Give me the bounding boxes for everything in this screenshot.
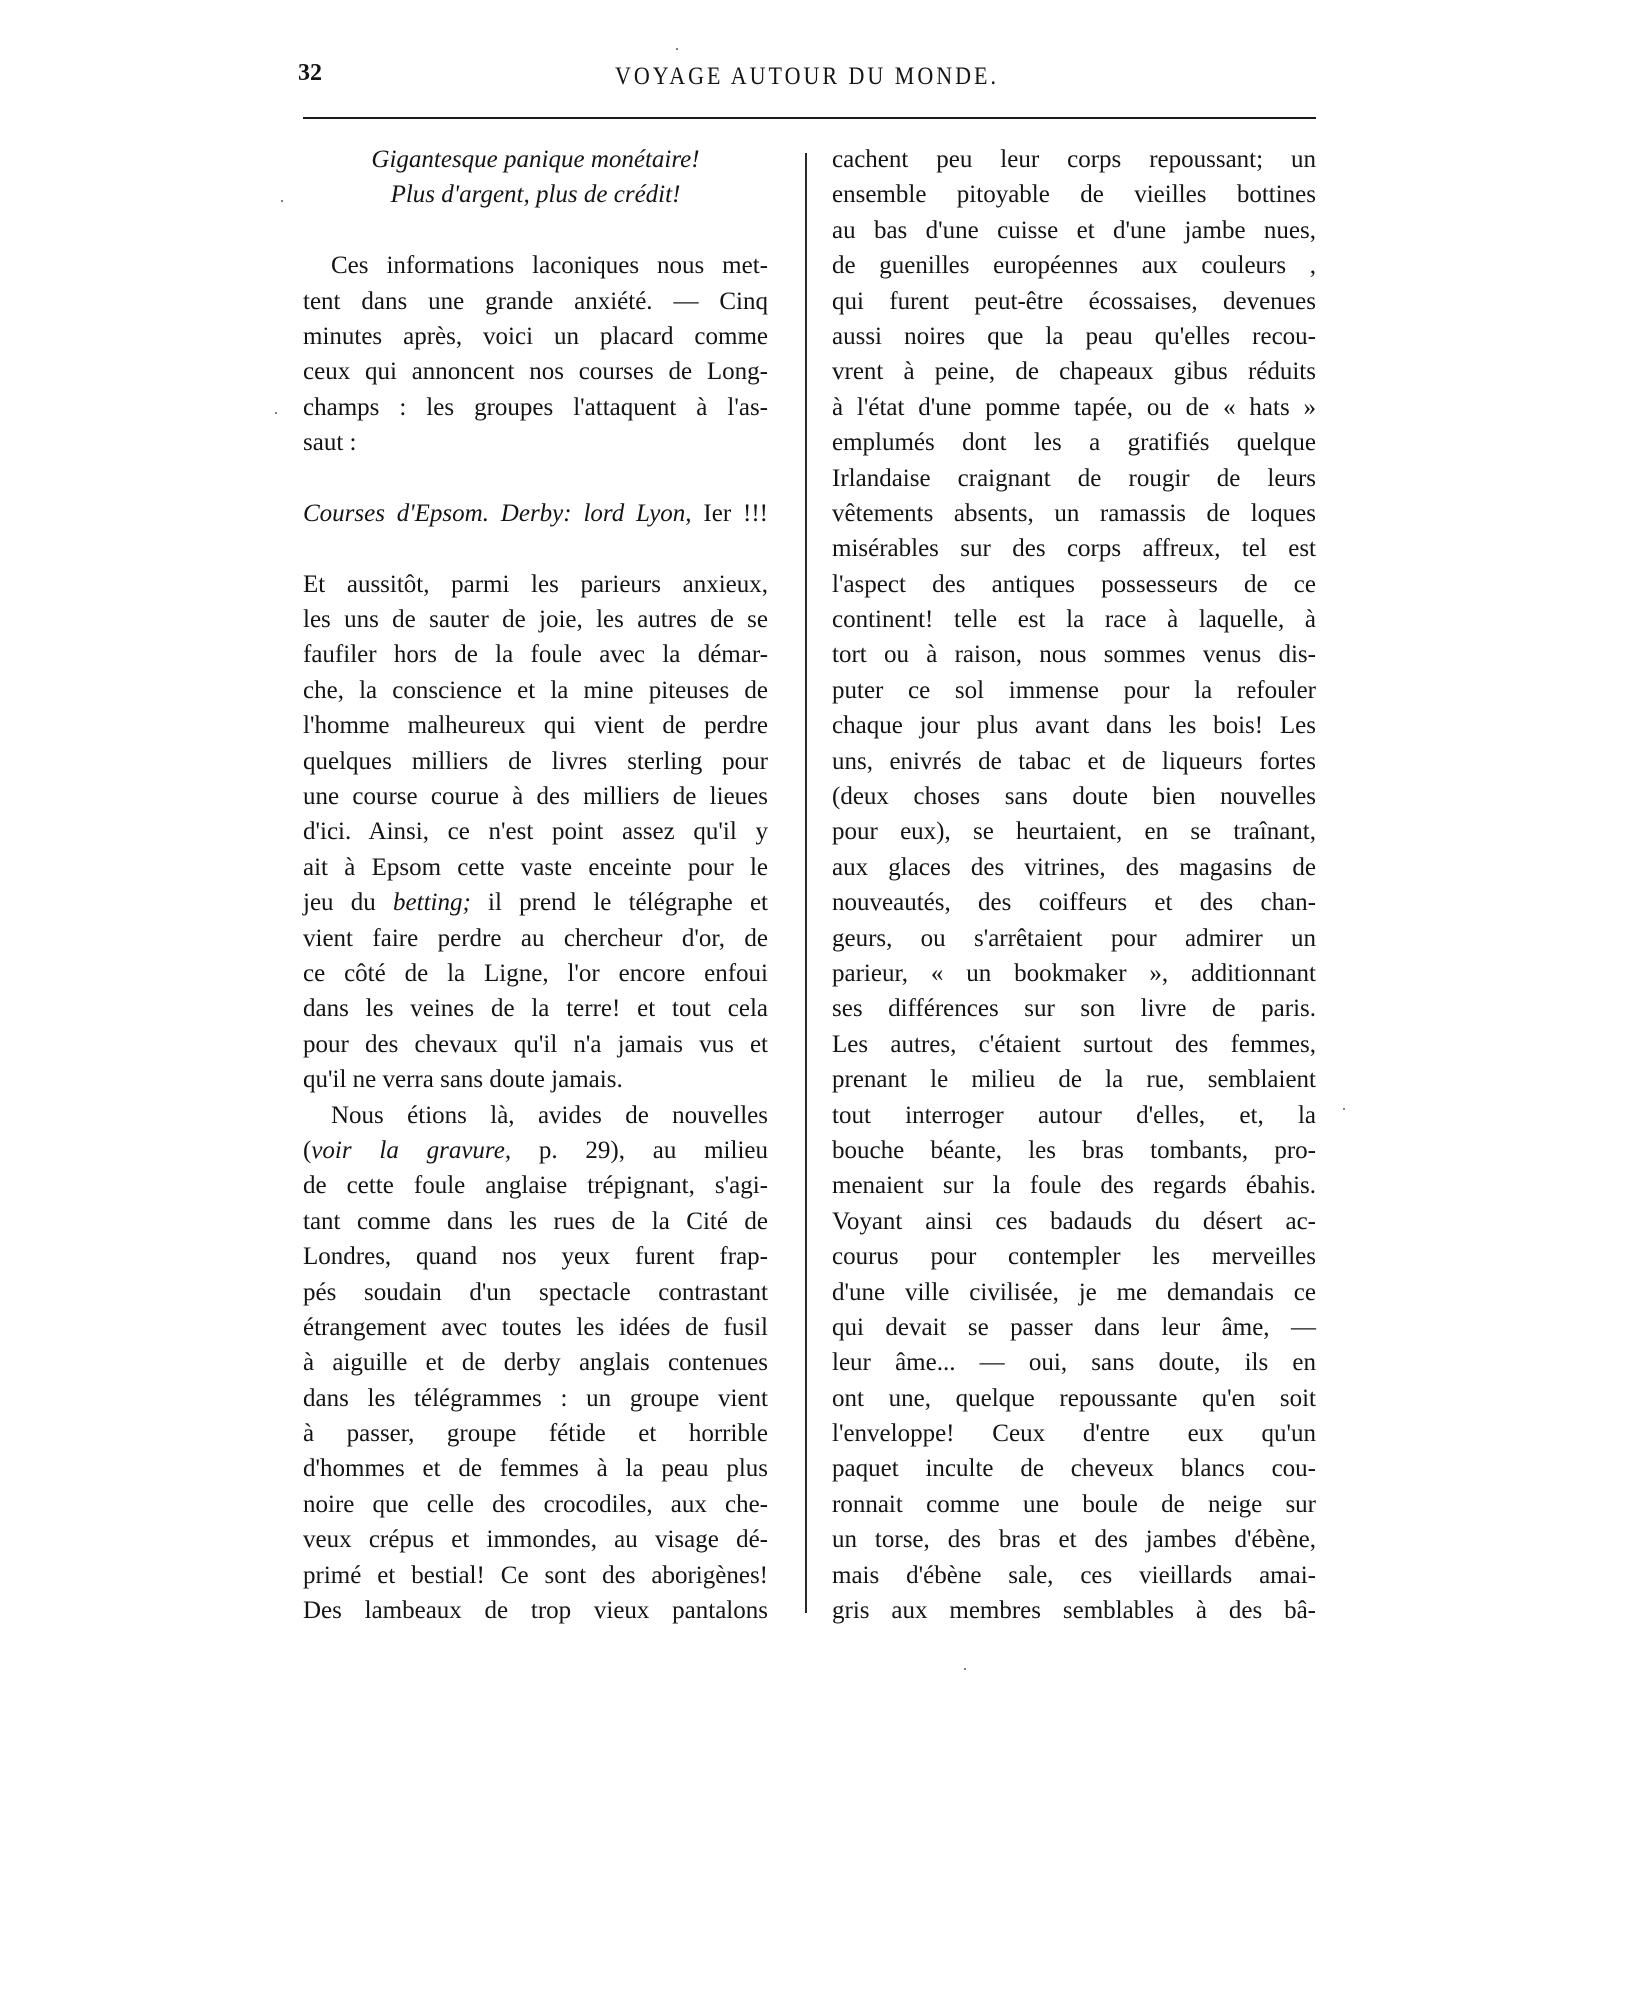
text-line: mais d'ébène sale, ces vieillards amai- (832, 1561, 1316, 1589)
text-line: d'ici. Ainsi, ce n'est point assez qu'il y (303, 818, 768, 846)
text-line: prenant le milieu de la rue, semblaient (832, 1066, 1316, 1094)
text-line: ont une, quelque repoussante qu'en soit (832, 1384, 1316, 1412)
placard-line (303, 496, 768, 531)
text-line: Voyant ainsi ces badauds du désert ac- (832, 1207, 1316, 1235)
text-line: ait à Epsom cette vaste enceinte pour le (303, 853, 768, 881)
text-line: dans les télégrammes : un groupe vient (303, 1384, 768, 1412)
text-line: à aiguille et de derby anglais contenues (303, 1349, 768, 1377)
text-line: qui furent peut-être écossaises, devenues (832, 287, 1316, 315)
gravure-italic: voir la gravure, (311, 1136, 512, 1164)
text-line: tant comme dans les rues de la Cité de (303, 1207, 768, 1235)
text-line: de cette foule anglaise trépignant, s'agi- (303, 1172, 768, 1200)
text-line: courus pour contempler les merveilles (832, 1243, 1316, 1271)
text-line: parieur, « un bookmaker », additionnant (832, 959, 1316, 987)
text-line: vêtements absents, un ramassis de loques (832, 499, 1316, 527)
text-line (303, 1133, 768, 1168)
text-line: ses différences sur son livre de paris. (832, 995, 1316, 1023)
text-line: au bas d'une cuisse et d'une jambe nues, (832, 216, 1316, 244)
text-line: à l'état d'une pomme tapée, ou de « hats » (832, 393, 1316, 421)
running-head (298, 60, 1316, 92)
text-line: Ces informations laconiques nous met- (331, 252, 768, 280)
text-line: nouveautés, des coiffeurs et des chan- (832, 889, 1316, 917)
text-line: vient faire perdre au chercheur d'or, de (303, 924, 768, 952)
column-divider (805, 153, 807, 1613)
text-line: ensemble pitoyable de vieilles bottines (832, 181, 1316, 209)
text-line: chaque jour plus avant dans les bois! Les (832, 712, 1316, 740)
text-line: à passer, groupe fétide et horrible (303, 1420, 768, 1448)
text-line: tent dans une grande anxiété. — Cinq (303, 287, 768, 315)
text-line: pour des chevaux qu'il n'a jamais vus et (303, 1030, 768, 1058)
text-fragment: jeu du (303, 889, 394, 917)
text-line: d'hommes et de femmes à la peau plus (303, 1455, 768, 1483)
text-line: une course courue à des milliers de lieues (303, 783, 768, 811)
betting-italic: betting; (393, 889, 471, 917)
text-line: pés soudain d'un spectacle contrastant (303, 1278, 768, 1306)
text-line: Londres, quand nos yeux furent frap- (303, 1243, 768, 1271)
text-line: saut : (303, 429, 357, 457)
text-line: l'aspect des antiques possesseurs de ce (832, 570, 1316, 598)
text-line: cachent peu leur corps repoussant; un (832, 146, 1316, 173)
text-line: de guenilles européennes aux couleurs , (832, 252, 1316, 280)
text-line: quelques milliers de livres sterling pour (303, 747, 768, 775)
text-line: geurs, ou s'arrêtaient pour admirer un (832, 924, 1316, 952)
text-fragment: p. 29), au milieu (511, 1136, 768, 1164)
placard-italic: Courses d'Epsom. Derby: lord Lyon, (303, 499, 692, 527)
epigraph-line: Plus d'argent, plus de crédit! (390, 181, 681, 209)
text-line (303, 885, 768, 920)
text-line: Les autres, c'étaient surtout des femmes, (832, 1030, 1316, 1058)
text-line: continent! telle est la race à laquelle, à (832, 606, 1316, 634)
text-fragment: il prend le télégraphe et (470, 889, 769, 917)
text-line: d'une ville civilisée, je me demandais ce (832, 1278, 1316, 1306)
text-line: les uns de sauter de joie, les autres de se (303, 606, 768, 634)
page-number: 32 (298, 60, 322, 86)
spacer (303, 461, 768, 496)
text-line: ronnait comme une boule de neige sur (832, 1490, 1316, 1518)
text-line: uns, enivrés de tabac et de liqueurs fortes (832, 747, 1316, 775)
text-line: étrangement avec toutes les idées de fusil (303, 1313, 768, 1341)
spacer (303, 213, 768, 248)
text-line: Et aussitôt, parmi les parieurs anxieux, (303, 570, 768, 598)
text-line: gris aux membres semblables à des bâ- (832, 1597, 1316, 1625)
text-line: minutes après, voici un placard comme (303, 322, 768, 350)
text-line: puter ce sol immense pour la refouler (832, 676, 1316, 704)
text-line: aussi noires que la peau qu'elles recou- (832, 322, 1316, 350)
print-speck (1343, 1108, 1345, 1110)
text-line: veux crépus et immondes, au visage dé- (303, 1526, 768, 1554)
text-line: pour eux), se heurtaient, en se traînant, (832, 818, 1316, 846)
text-line: paquet inculte de cheveux blancs cou- (832, 1455, 1316, 1483)
text-line: leur âme... — oui, sans doute, ils en (832, 1349, 1316, 1377)
epigraph-line: Gigantesque panique monétaire! (371, 146, 700, 173)
text-line: che, la conscience et la mine piteuses de (303, 676, 768, 704)
text-line: ceux qui annoncent nos courses de Long- (303, 358, 768, 386)
text-line: Nous étions là, avides de nouvelles (331, 1101, 768, 1129)
text-line: bouche béante, les bras tombants, pro- (832, 1136, 1316, 1164)
text-fragment: ( (303, 1136, 312, 1164)
text-line: l'enveloppe! Ceux d'entre eux qu'un (832, 1420, 1316, 1448)
running-title: VOYAGE AUTOUR DU MONDE. (615, 61, 999, 90)
text-line: Des lambeaux de trop vieux pantalons (303, 1597, 768, 1625)
text-line: tort ou à raison, nous sommes venus dis- (832, 641, 1316, 669)
text-line: dans les veines de la terre! et tout cela (303, 995, 768, 1023)
header-rule (303, 117, 1316, 119)
print-speck (275, 412, 277, 414)
text-line: menaient sur la foule des regards ébahis. (832, 1172, 1316, 1200)
text-line: qu'il ne verra sans doute jamais. (303, 1066, 623, 1094)
text-line: tout interroger autour d'elles, et, la (832, 1101, 1316, 1129)
text-line: qui devait se passer dans leur âme, — (832, 1313, 1316, 1341)
text-line: Irlandaise craignant de rougir de leurs (832, 464, 1316, 492)
print-speck (676, 48, 678, 50)
spacer (303, 531, 768, 566)
text-line: faufiler hors de la foule avec la démar- (303, 641, 768, 669)
text-line: misérables sur des corps affreux, tel est (832, 535, 1316, 563)
text-line: l'homme malheureux qui vient de perdre (303, 712, 768, 740)
text-line: un torse, des bras et des jambes d'ébène, (832, 1526, 1316, 1554)
print-speck (964, 1668, 966, 1670)
text-line: primé et bestial! Ce sont des aborigènes! (303, 1561, 768, 1589)
placard-roman: Ier !!! (691, 499, 768, 527)
text-line: ce côté de la Ligne, l'or encore enfoui (303, 959, 768, 987)
text-line: emplumés dont les a gratifiés quelque (832, 429, 1316, 457)
text-line: champs : les groupes l'attaquent à l'as- (303, 393, 768, 421)
text-line: (deux choses sans doute bien nouvelles (832, 783, 1316, 811)
left-column (303, 142, 768, 1628)
text-line: aux glaces des vitrines, des magasins de (832, 853, 1316, 881)
text-line: vrent à peine, de chapeaux gibus réduits (832, 358, 1316, 386)
right-column (832, 142, 1316, 1628)
text-line: noire que celle des crocodiles, aux che- (303, 1490, 768, 1518)
print-speck (281, 200, 283, 202)
